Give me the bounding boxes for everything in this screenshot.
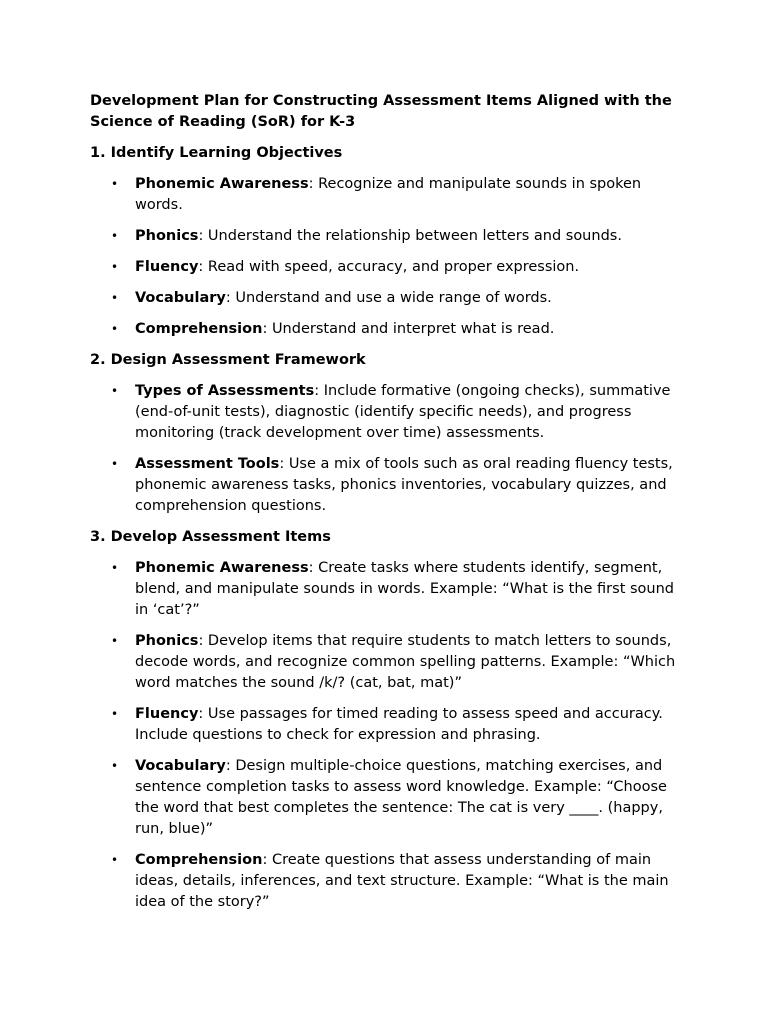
list-item [90,381,680,444]
item-term: Fluency [135,706,199,722]
item-text: : Use passages for timed reading to assess speed and accuracy. Include questions to check for expression and phrasing. [135,706,663,743]
section-heading-design-assessment-framework: 2. Design Assessment Framework [90,352,366,368]
item-text: : Create questions that assess understanding of main ideas, details, inferences, and text structure. Example: “What is the main idea of the story?” [135,852,669,910]
item-term: Vocabulary [135,758,226,774]
bullet-icon: • [111,707,119,721]
item-text: : Understand and interpret what is read. [262,321,555,337]
bullet-icon: • [111,260,119,274]
bullet-icon: • [111,759,119,773]
list-item [90,558,680,621]
item-term: Vocabulary [135,290,226,306]
list-item [90,319,680,340]
bullet-icon: • [111,634,119,648]
item-text: : Understand the relationship between letters and sounds. [198,228,622,244]
section-heading-develop-assessment-items: 3. Develop Assessment Items [90,529,331,545]
item-text: : Read with speed, accuracy, and proper expression. [198,259,580,275]
list-item [90,288,680,309]
bullet-list-assessment-framework [90,381,680,517]
item-text: : Recognize and manipulate sounds in spoken words. [135,176,642,213]
bullet-icon: • [111,853,119,867]
item-term: Types of Assessments [135,383,315,399]
list-item [90,454,680,517]
bullet-icon: • [111,322,119,336]
bullet-icon: • [111,291,119,305]
document-page [90,91,680,923]
item-text: : Include formative (ongoing checks), summative (end-of-unit tests), diagnostic (identify specific needs), and progress monitoring (track development over time) assessments. [135,383,671,441]
item-text: : Design multiple-choice questions, matching exercises, and sentence completion tasks to assess word knowledge. Example: “Choose the word that best completes the sentence: The cat is very ____. (happy, run, blue)” [135,758,667,837]
list-item [90,226,680,247]
list-item [90,704,680,746]
item-term: Comprehension [135,321,263,337]
item-term: Comprehension [135,852,263,868]
item-term: Fluency [135,259,199,275]
item-text: : Create tasks where students identify, segment, blend, and manipulate sounds in words. Example: “What is the first sound in ‘cat’?” [135,560,674,618]
item-text: : Use a mix of tools such as oral reading fluency tests, phonemic awareness tasks, phonics inventories, vocabulary quizzes, and comprehension questions. [135,456,673,514]
item-text: : Understand and use a wide range of words. [225,290,552,306]
bullet-icon: • [111,384,119,398]
item-term: Assessment Tools [135,456,280,472]
bullet-icon: • [111,457,119,471]
bullet-icon: • [111,177,119,191]
item-term: Phonics [135,633,199,649]
section-heading-identify-learning-objectives: 1. Identify Learning Objectives [90,145,343,161]
document-title: Development Plan for Constructing Assessment Items Aligned with the Science of Reading (SoR) for K-3 [90,93,672,130]
bullet-list-learning-objectives [90,174,680,340]
list-item [90,174,680,216]
list-item [90,631,680,694]
bullet-icon: • [111,561,119,575]
bullet-icon: • [111,229,119,243]
item-text: : Develop items that require students to match letters to sounds, decode words, and recognize common spelling patterns. Example: “Which word matches the sound /k/? (cat, bat, mat)” [135,633,676,691]
list-item [90,850,680,913]
list-item [90,756,680,840]
item-term: Phonics [135,228,199,244]
list-item [90,257,680,278]
item-term: Phonemic Awareness [135,176,309,192]
item-term: Phonemic Awareness [135,560,309,576]
bullet-list-assessment-items [90,558,680,913]
